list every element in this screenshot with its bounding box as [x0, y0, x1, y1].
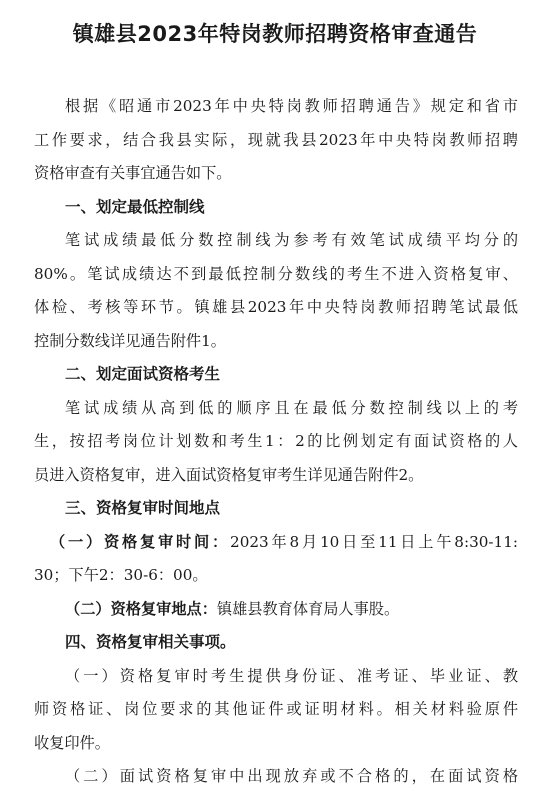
section4-item2-line: （二）面试资格复审中出现放弃或不合格的，在面试资格 — [65, 767, 518, 785]
intro-line: 工作要求，结合我县实际，现就我县2023年中央特岗教师招聘 — [34, 130, 518, 149]
section1-line: 80%。笔试成绩达不到最低控制分数线的考生不进入资格复审、 — [34, 264, 518, 283]
document-title: 镇雄县2023年特岗教师招聘资格审查通告 — [72, 22, 478, 46]
section-heading-2: 二、划定面试资格考生 — [65, 365, 221, 383]
review-place-label: （二）资格复审地点： — [65, 599, 217, 618]
section-heading-4: 四、资格复审相关事项。 — [65, 633, 236, 651]
section4-item1-line: 师资格证、岗位要求的其他证件或证明材料。相关材料验原件 — [34, 700, 518, 718]
intro-line: 根据《昭通市2023年中央特岗教师招聘通告》规定和省市 — [65, 97, 518, 115]
review-place-value: 镇雄县教育体育局人事股。 — [216, 599, 400, 618]
review-time-value: 2023年8月10日至11日上午8:30-11: — [230, 532, 518, 551]
review-time-label: （一）资格复审时间： — [50, 532, 231, 551]
section4-item1-line: 收复印件。 — [34, 733, 110, 752]
section4-item1-line: （一）资格复审时考生提供身份证、准考证、毕业证、教 — [65, 666, 518, 685]
section-heading-1: 一、划定最低控制线 — [65, 197, 205, 216]
intro-line: 资格审查有关事宜通告如下。 — [34, 164, 232, 182]
section2-line: 员进入资格复审，进入面试资格复审考生详见通告附件2。 — [34, 465, 424, 484]
review-time-continued: 30；下午2：30-6：00。 — [34, 566, 208, 584]
section-heading-3: 三、资格复审时间地点 — [65, 499, 221, 517]
section2-line: 笔试成绩从高到低的顺序且在最低分数控制线以上的考 — [65, 398, 518, 417]
section1-line: 控制分数线详见通告附件1。 — [34, 331, 226, 350]
review-place-line — [34, 593, 518, 627]
section1-line: 笔试成绩最低分数控制线为参考有效笔试成绩平均分的 — [65, 231, 518, 249]
document-body — [34, 90, 518, 794]
section1-line: 体检、考核等环节。镇雄县2023年中央特岗教师招聘笔试最低 — [34, 298, 518, 316]
review-time-line — [34, 526, 518, 560]
section2-line: 生，按招考岗位计划数和考生1：2的比例划定有面试资格的人 — [34, 432, 518, 450]
